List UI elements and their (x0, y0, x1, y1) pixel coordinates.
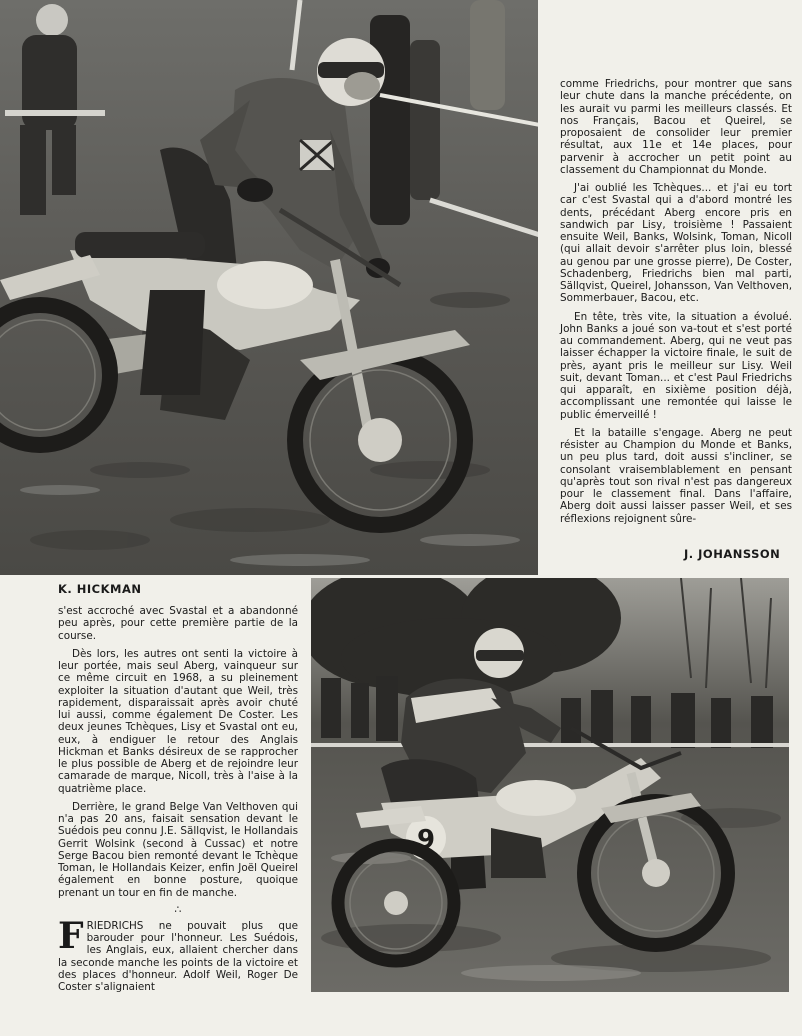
article-right-column (560, 78, 792, 531)
photo-caption-top: J. JOHANSSON (684, 547, 781, 561)
photo-caption-bottom: K. HICKMAN (58, 582, 142, 596)
article-final-paragraph (58, 914, 298, 994)
final-paragraph-text: RIEDRICHS ne pouvait plus que barouder pour l'honneur. Les Suédois, les Anglais, eux, allaient chercher dans la seconde manche les points de la victoire et des places d'honneur. Adolf Weil, Roger De Coster s'alignaient (58, 919, 298, 993)
article-paragraph: Dès lors, les autres ont senti la victoire à leur portée, mais seul Aberg, vainqueur sur ce même circuit en 1968, a su pleinement exploiter la situation d'autant que Weil, très rapidement, disparaissait après avoir chuté lui aussi, comme également De Coster. Les deux jeunes Tchèques, Lisy et Svastal ont eu, eux, à endiguer le retour des Anglais Hickman et Banks désireux de se rapprocher le plus possible de Aberg et de rejoindre leur camarade de marque, Nicoll, très à l'aise à la quatrième place. (58, 647, 298, 795)
article-paragraph: s'est accroché avec Svastal et a abandonné peu après, pour cette première partie de la course. (58, 605, 298, 642)
race-number-plate: 9 (416, 825, 436, 855)
article-paragraph: J'ai oublié les Tchèques... et j'ai eu tort car c'est Svastal qui a d'abord montré les dents, précédant Aberg encore pris en sandwich par Lisy, troisième ! Passaient ensuite Weil, Banks, Wolsink, Toman, Nicoll (qui allait devoir s'arrêter plus loin, blessé au genou par une grosse pierre), De Coster, Schadenberg, Friedrichs bien mal parti, Sällqvist, Queirel, Johansson, Van Velthoven, Sommerbauer, Bacou, etc. (560, 182, 792, 305)
article-paragraph: Et la bataille s'engage. Aberg ne peut résister au Champion du Monde et Banks, un peu plus tard, doit aussi s'incliner, se consolant vraisemblablement en pensant qu'après tout son rival n'est pas dangereux pour le classement final. Dans l'affaire, Aberg doit aussi laisser passer Weil, et ses réflexions rejoignent sûre- (560, 426, 792, 525)
top-photo (0, 0, 538, 575)
drop-cap: F (58, 914, 84, 957)
article-left-column (58, 597, 298, 999)
section-separator: ∴ (174, 902, 182, 916)
bottom-photo-image (311, 578, 789, 992)
bottom-photo (311, 578, 789, 992)
top-photo-image (0, 0, 538, 575)
article-paragraph: En tête, très vite, la situation a évolué. John Banks a joué son va-tout et s'est porté au commandement. Aberg, qui ne veut pas laisser échapper la victoire finale, le suit de près, ayant pris le meilleur sur Lisy. Weil suit, devant Toman... et c'est Paul Friedrichs qui apparaît, en sixième position déjà, accomplissant une remontée qui laisse le public émerveillé ! (560, 310, 792, 421)
article-paragraph: Derrière, le grand Belge Van Velthoven qui n'a pas 20 ans, faisait sensation devant le Suédois peu connu J.E. Sällqvist, le Hollandais Gerrit Wolsink (second à Cussac) et notre Serge Bacou bien remonté devant le Tchèque Toman, le Hollandais Keizer, enfin Joël Queirel également en bonne posture, quoique prenant un tour en fin de manche. (58, 800, 298, 899)
article-paragraph: comme Friedrichs, pour montrer que sans leur chute dans la manche précédente, on les aurait vu parmi les meilleurs classés. Et nos Français, Bacou et Queirel, se proposaient de consolider leur premier résultat, aux 11e et 14e places, pour parvenir à accrocher un petit point au classement du Championnat du Monde. (560, 78, 792, 176)
